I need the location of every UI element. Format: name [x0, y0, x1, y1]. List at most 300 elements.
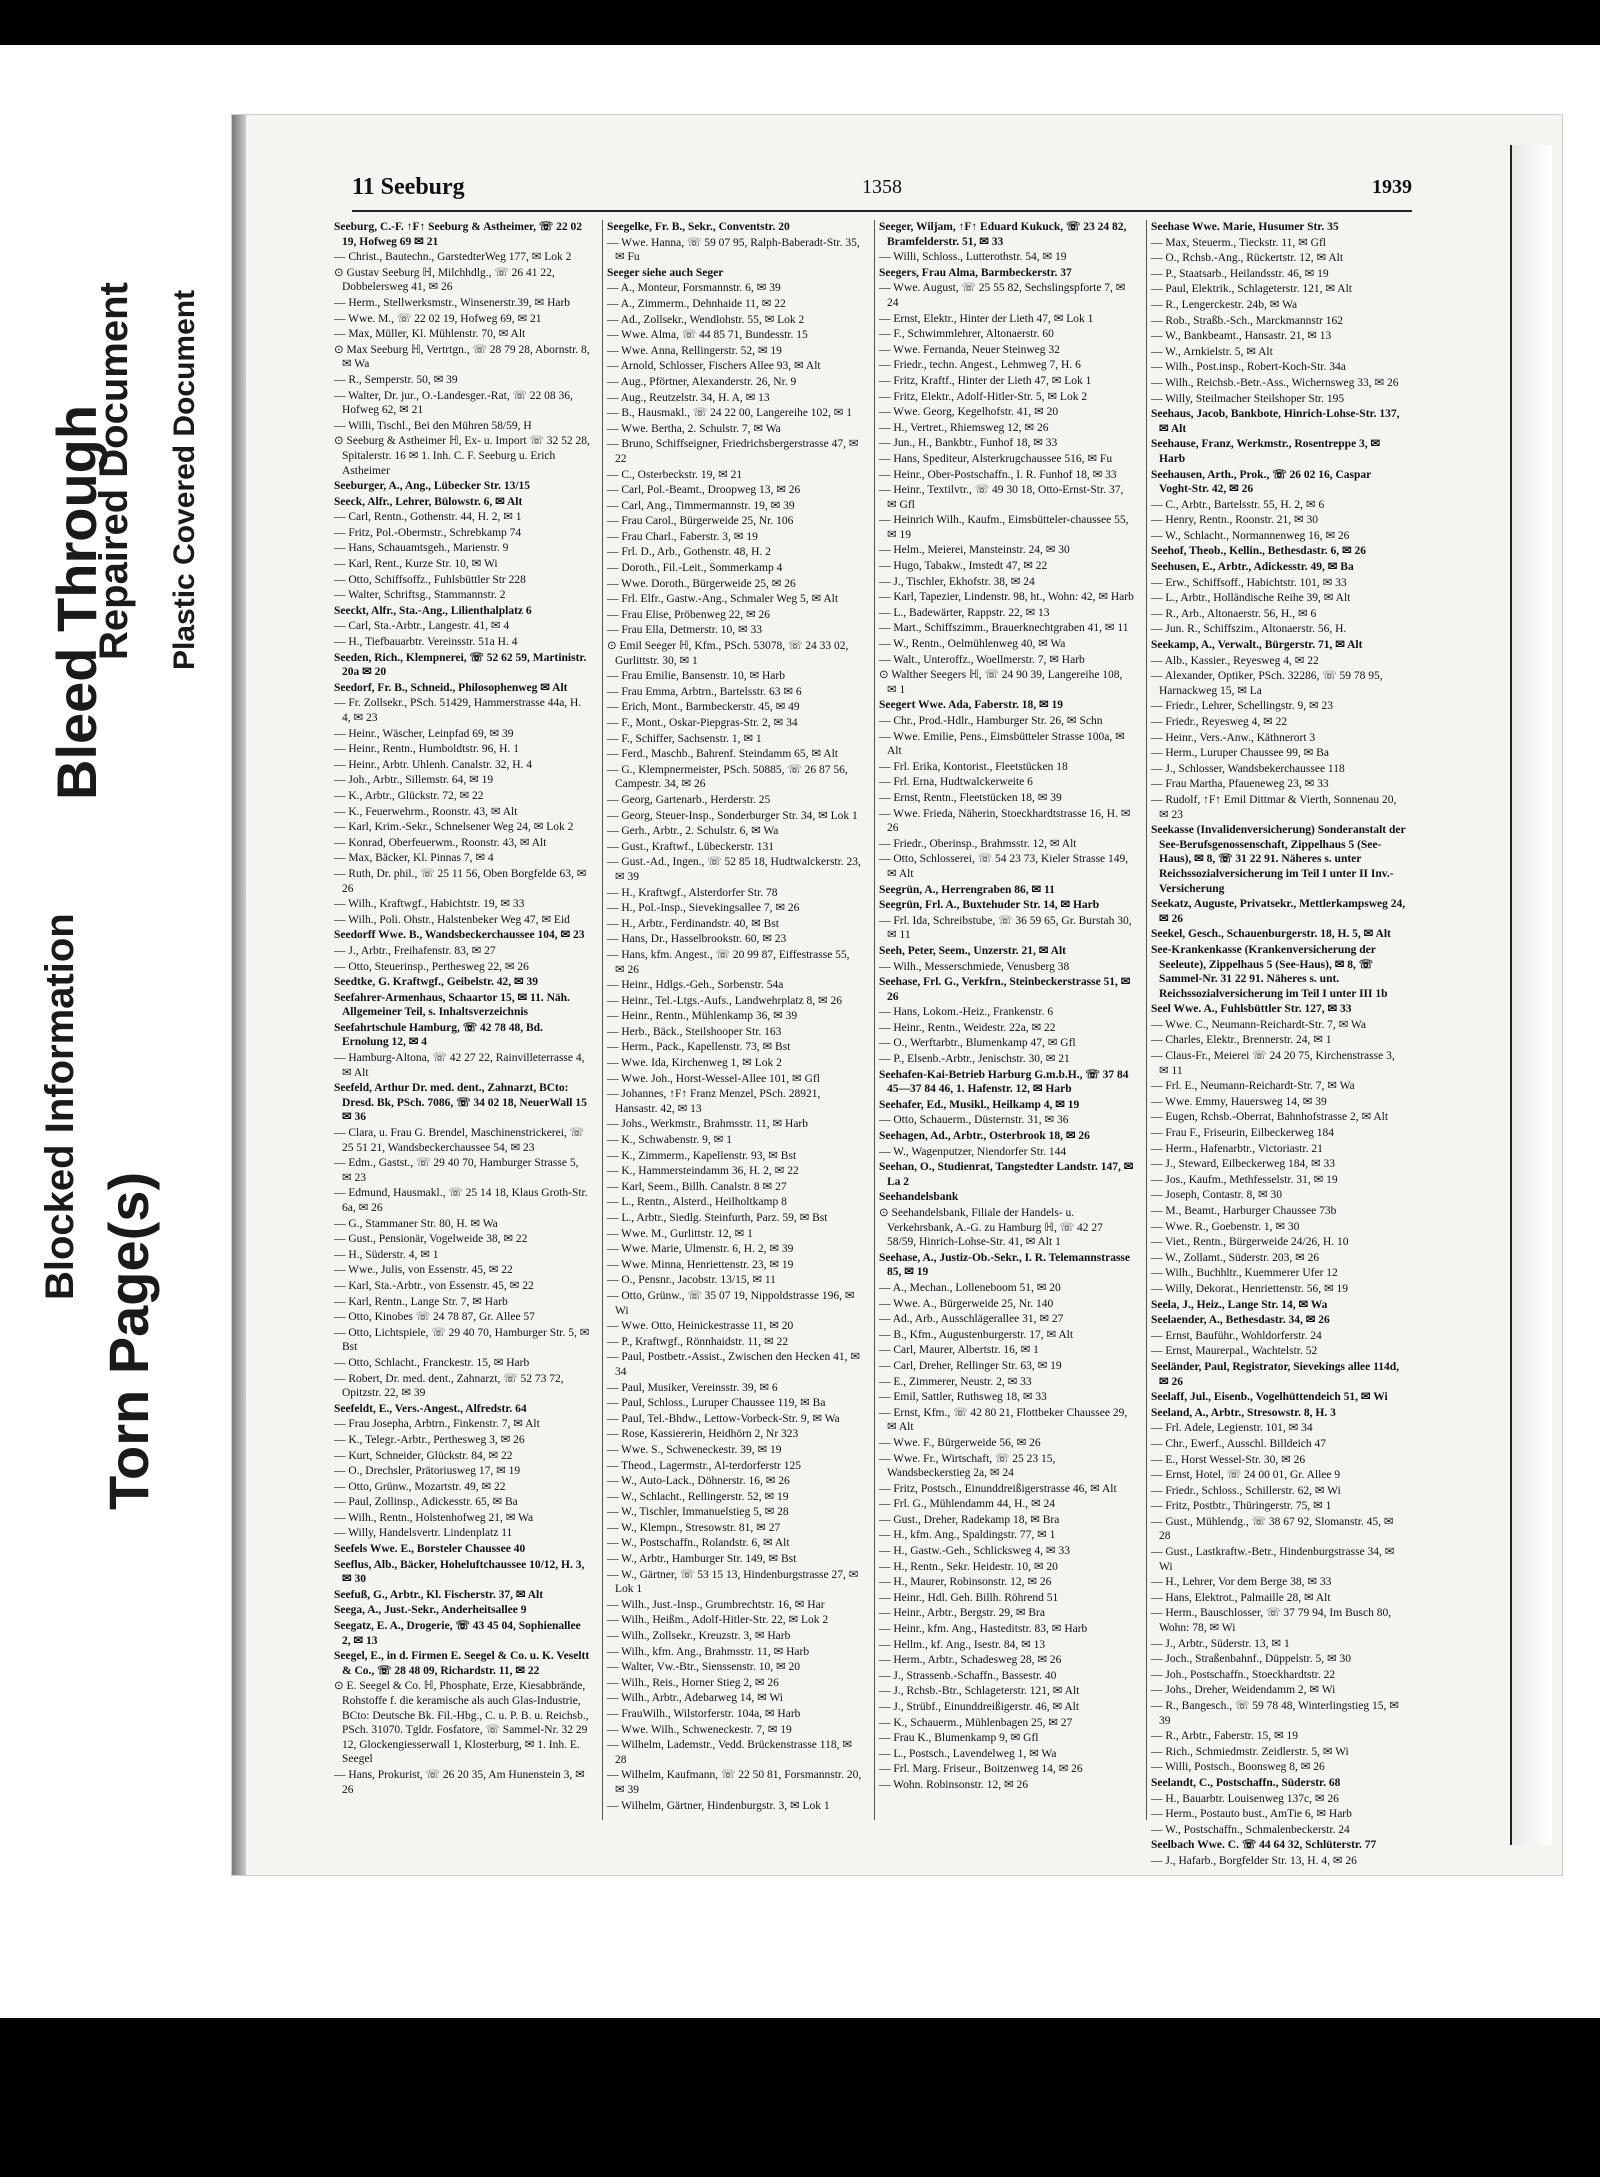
directory-entry: — Wilhelm, Kaufmann, ☏ 22 50 81, Forsmannstr. 20, ✉ 39 [607, 1769, 862, 1796]
directory-entry: — L., Postsch., Lavendelweg 1, ✉ Wa [879, 1747, 1057, 1760]
page-binding-shadow [232, 115, 246, 1875]
directory-entry: — E., Horst Wessel-Str. 30, ✉ 26 [1151, 1453, 1306, 1466]
directory-entry: — Karl, Krim.-Sekr., Schnelsener Weg 24, ✉ Lok 2 [334, 821, 574, 834]
directory-entry: — Hellm., kf. Ang., Isestr. 84, ✉ 13 [879, 1638, 1046, 1651]
directory-entry: — Friedr., Oberinsp., Brahmsstr. 12, ✉ Alt [879, 837, 1077, 850]
directory-entry: — Wwe. Emilie, Pens., Eimsbütteler Strasse 100a, ✉ Alt [879, 730, 1125, 758]
directory-entry: Seekamp, A., Verwalt., Bürgerstr. 71, ✉ Alt [1151, 639, 1363, 652]
directory-entry: — Frl. Erna, Hudtwalckerweite 6 [879, 776, 1033, 789]
directory-entry: — Rose, Kassiererin, Heidhörn 2, Nr 323 [607, 1428, 799, 1441]
directory-entry: — Wilh., Buchhltr., Kuemmerer Ufer 12 [1151, 1267, 1338, 1280]
directory-entry: Seeh, Peter, Seem., Unzerstr. 21, ✉ Alt [879, 944, 1066, 957]
directory-entry: — Paul, Elektrik., Schlageterstr. 121, ✉ Alt [1151, 283, 1352, 296]
directory-entry: — Willy, Handelsvertr. Lindenplatz 11 [334, 1527, 513, 1540]
directory-entry: — Johs., Dreher, Weidendamm 2, ✉ Wi [1151, 1684, 1336, 1697]
directory-entry: — R., Arb., Altonaerstr. 56, H., ✉ 6 [1151, 607, 1317, 620]
directory-entry: — Herm., Luruper Chaussee 99, ✉ Ba [1151, 747, 1329, 760]
directory-entry: — Wilh., Zollsekr., Kreuzstr. 3, ✉ Harb [607, 1630, 791, 1643]
directory-entry: — Frau Elise, Pröbenweg 22, ✉ 26 [607, 608, 770, 621]
directory-entry: Seehafer, Ed., Musikl., Heilkamp 4, ✉ 19 [879, 1098, 1080, 1111]
directory-entry: — Max, Steuerm., Tieckstr. 11, ✉ Gfl [1151, 236, 1326, 249]
directory-entry: — Wwe. Joh., Horst-Wessel-Allee 101, ✉ Gfl [607, 1072, 820, 1085]
directory-entry: — K., Feuerwehrm., Roonstr. 43, ✉ Alt [334, 805, 518, 818]
directory-entry: — Aug., Reutzelstr. 34, H. A, ✉ 13 [607, 391, 770, 404]
label-plastic-covered-document: Plastic Covered Document [168, 289, 201, 670]
directory-entry: — W., Rentn., Oelmühlenweg 40, ✉ Wa [879, 638, 1066, 651]
directory-entry: — Wilh., Just.-Insp., Grumbrechtstr. 16, ✉ Har [607, 1598, 825, 1611]
directory-entry: — Erw., Schiffsoff., Habichtstr. 101, ✉ 33 [1151, 576, 1347, 589]
directory-entry: Seegert Wwe. Ada, Faberstr. 18, ✉ 19 [879, 699, 1064, 712]
directory-entry: — Wilh., Rentn., Holstenhofweg 21, ✉ Wa [334, 1511, 534, 1524]
directory-entry: Seegrün, Frl. A., Buxtehuder Str. 14, ✉ Harb [879, 899, 1100, 912]
directory-entry: — J., Strassenb.-Schaffn., Bassestr. 40 [879, 1669, 1057, 1682]
directory-entry: Seehan, O., Studienrat, Tangstedter Landstr. 147, ✉ La 2 [879, 1161, 1134, 1188]
page-number: 1358 [862, 176, 902, 198]
directory-entry: — Carl, Rentn., Gothenstr. 44, H. 2, ✉ 1 [334, 511, 522, 524]
directory-entry: — A., Mechan., Lolleneboom 51, ✉ 20 [879, 1281, 1061, 1294]
directory-entry: — Otto, Grünw., ☏ 35 07 19, Nippoldstrasse 196, ✉ Wi [607, 1289, 855, 1317]
directory-entry: — Wilh., Poli. Ohstr., Halstenbeker Weg 47, ✉ Eid [334, 913, 570, 926]
scan-border-bottom [0, 2018, 1600, 2177]
column-3 [874, 220, 1134, 1820]
directory-entry: — Emil, Sattler, Ruthsweg 18, ✉ 33 [879, 1391, 1047, 1404]
directory-entry: — Frl. Marg. Friseur., Boitzenweg 14, ✉ 26 [879, 1763, 1083, 1776]
directory-entry: — Wwe. Georg, Kegelhofstr. 41, ✉ 20 [879, 406, 1059, 419]
directory-entry: Seehaus, Jacob, Bankbote, Hinrich-Lohse-Str. 137, ✉ Alt [1151, 408, 1400, 435]
directory-entry: Seel Wwe. A., Fuhlsbüttler Str. 127, ✉ 33 [1151, 1003, 1352, 1016]
directory-entry: — Wwe. Alma, ☏ 44 85 71, Bundesstr. 15 [607, 329, 808, 342]
directory-entry: — Wwe. Ida, Kirchenweg 1, ✉ Lok 2 [607, 1057, 782, 1070]
directory-entry: — Wwe. R., Goebenstr. 1, ✉ 30 [1151, 1220, 1300, 1233]
directory-entry: — Hans, Lokom.-Heiz., Frankenstr. 6 [879, 1006, 1054, 1019]
directory-entry: — Heinr., Hdlgs.-Geh., Sorbenstr. 54a [607, 979, 784, 992]
directory-entry: — Fritz, Postsch., Einunddreißigerstrasse 46, ✉ Alt [879, 1482, 1117, 1495]
directory-entry: — Wwe. August, ☏ 25 55 82, Sechslingspforte 7, ✉ 24 [879, 282, 1126, 309]
directory-entry: Seekel, Gesch., Schauenburgerstr. 18, H. 5, ✉ Alt [1151, 928, 1391, 941]
directory-entry: — Aug., Pförtner, Alexanderstr. 26, Nr. 9 [607, 375, 797, 388]
directory-entry: Seedtke, G. Kraftwgf., Geibelstr. 42, ✉ 39 [334, 976, 539, 989]
directory-entry: — Heinr., Textilvtr., ☏ 49 30 18, Otto-Ernst-Str. 37, ✉ Gfl [879, 484, 1124, 511]
directory-entry: — Wwe. Minna, Henriettenstr. 23, ✉ 19 [607, 1258, 794, 1271]
directory-entry: — Heinr., kfm. Ang., Hasteditstr. 83, ✉ Harb [879, 1623, 1088, 1636]
directory-entry: — Alexander, Optiker, PSch. 32286, ☏ 59 78 95, Harnackweg 15, ✉ La [1151, 670, 1383, 697]
directory-entry: — Rich., Schmiedmstr. Zeidlerstr. 5, ✉ Wi [1151, 1745, 1349, 1758]
directory-entry: Seedorff Wwe. B., Wandsbeckerchaussee 104, ✉ 23 [334, 929, 585, 942]
directory-entry: — Walt., Unteroffz., Woellmerstr. 7, ✉ Harb [879, 653, 1085, 666]
label-bleed-through: Bleed Through [45, 404, 108, 800]
directory-entry: — Herm., Postauto bust., AmTie 6, ✉ Harb [1151, 1808, 1352, 1821]
directory-entry: Seegel, E., in d. Firmen E. Seegel & Co. u. K. Veseltt & Co., ☏ 28 48 09, Richardstr. 11, ✉ 22 [334, 1650, 590, 1677]
directory-entry: — Herm., Pack., Kapellenstr. 73, ✉ Bst [607, 1041, 791, 1054]
directory-entry: — Georg, Gartenarb., Herderstr. 25 [607, 793, 771, 806]
directory-entry: — FrauWilh., Wilstorferstr. 104a, ✉ Harb [607, 1708, 801, 1720]
directory-entry: — Frl. Adele, Legienstr. 101, ✉ 34 [1151, 1422, 1313, 1435]
directory-entry: — Wwe. Doroth., Bürgerweide 25, ✉ 26 [607, 577, 796, 590]
directory-entry: — Alb., Kassier., Reyesweg 4, ✉ 22 [1151, 654, 1319, 667]
directory-entry: Seelandt, C., Postschaffn., Süderstr. 68 [1151, 1776, 1341, 1789]
directory-entry: ⊙ Seeburg & Astheimer ℍ, Ex- u. Import ☏ 32 52 28, Spitalerstr. 16 ✉ 1. Inh. C. F. Seeburg u. Erich Astheimer [334, 435, 590, 477]
directory-entry: — Kurt, Schneider, Glückstr. 84, ✉ 22 [334, 1449, 513, 1462]
directory-entry: — B., Hausmakl., ☏ 24 22 00, Langereihe 102, ✉ 1 [607, 407, 853, 420]
directory-entry: — O., Rchsb.-Ang., Rückertstr. 12, ✉ Alt [1151, 252, 1344, 265]
directory-entry: — F., Schiffer, Sachsenstr. 1, ✉ 1 [607, 732, 762, 745]
directory-entry: — P., Kraftwgf., Rönnhaidstr. 11, ✉ 22 [607, 1335, 789, 1348]
directory-entry: — Otto, Schlacht., Franckestr. 15, ✉ Harb [334, 1356, 530, 1369]
directory-entry: — Carl, Sta.-Arbtr., Langestr. 41, ✉ 4 [334, 620, 510, 633]
directory-entry: — J., Arbtr., Süderstr. 13, ✉ 1 [1151, 1637, 1290, 1650]
directory-entry: — O., Drechsler, Prätoriusweg 17, ✉ 19 [334, 1465, 521, 1478]
directory-entry: — Clara, u. Frau G. Brendel, Maschinenstrickerei, ☏ 25 51 21, Wandsbeckerchaussee 54, ✉ 23 [334, 1127, 585, 1154]
directory-entry: Seefahrtschule Hamburg, ☏ 42 78 48, Bd. Ernolung 12, ✉ 4 [334, 1021, 543, 1049]
directory-entry: — J., Strübf., Einunddreißigerstr. 46, ✉ Alt [879, 1701, 1080, 1713]
directory-entry: — J., Hafarb., Borgfelder Str. 13, H. 4, ✉ 26 [1151, 1854, 1357, 1867]
directory-entry: — K., Arbtr., Glückstr. 72, ✉ 22 [334, 789, 484, 802]
directory-entry: — Max, Müller, Kl. Mühlenstr. 70, ✉ Alt [334, 328, 526, 341]
directory-entry: — Frl. D., Arb., Gothenstr. 48, H. 2 [607, 546, 771, 559]
directory-entry: — Heinr., Arbtr. Uhlenh. Canalstr. 32, H. 4 [334, 758, 533, 771]
directory-entry: — Wilhelm, Lademstr., Vedd. Brückenstrasse 118, ✉ 28 [607, 1739, 852, 1766]
directory-entry: — O., Pensnr., Jacobstr. 13/15, ✉ 11 [607, 1274, 776, 1287]
directory-entry: — Heinrich Wilh., Kaufm., Eimsbütteler-chaussee 55, ✉ 19 [879, 514, 1129, 541]
directory-entry: — K., Schauerm., Mühlenbagen 25, ✉ 27 [879, 1716, 1073, 1729]
directory-entry: — Frau Emilie, Bansenstr. 10, ✉ Harb [607, 670, 785, 683]
directory-entry: — Otto, Schlosserei, ☏ 54 23 73, Kieler Strasse 149, ✉ Alt [879, 853, 1129, 880]
directory-entry: — Otto, Kinobes ☏ 24 78 87, Gr. Allee 57 [334, 1311, 535, 1324]
directory-entry: — Ernst, Bauführ., Wohldorferstr. 24 [1151, 1329, 1322, 1342]
directory-entry: Seehusen, E., Arbtr., Adickesstr. 49, ✉ Ba [1151, 561, 1354, 574]
directory-entry: — Frau Ella, Detmerstr. 10, ✉ 33 [607, 624, 762, 637]
directory-entry: Seehandelsbank [879, 1191, 959, 1204]
directory-entry: Seegers, Frau Alma, Barmbeckerstr. 37 [879, 266, 1072, 279]
directory-entry: — Wwe. Frieda, Näherin, Stoeckhardtstrasse 16, H. ✉ 26 [879, 807, 1131, 835]
directory-entry: Seehase, A., Justiz-Ob.-Sekr., I. R. Telemannstrasse 85, ✉ 19 [879, 1251, 1130, 1279]
directory-entry: — Otto, Steuerinsp., Perthesweg 22, ✉ 26 [334, 960, 529, 973]
directory-entry: — Wwe. M., Gurlittstr. 12, ✉ 1 [607, 1227, 753, 1240]
directory-entry: — Wwe. Fernanda, Neuer Steinweg 32 [879, 343, 1060, 356]
directory-entry: Seefeldt, E., Vers.-Angest., Alfredstr. 64 [334, 1402, 527, 1415]
directory-entry: — K., Hammersteindamm 36, H. 2, ✉ 22 [607, 1165, 799, 1178]
directory-entry: — A., Monteur, Forsmannstr. 6, ✉ 39 [607, 282, 781, 295]
directory-entry: — Arnold, Schlosser, Fischers Allee 93, ✉ Alt [607, 360, 821, 373]
directory-entry: — Wwe. Emmy, Hauersweg 14, ✉ 39 [1151, 1095, 1327, 1108]
directory-entry: — Gust., Dreher, Radekamp 18, ✉ Bra [879, 1513, 1060, 1526]
directory-entry: — Heinr., Vers.-Anw., Käthnerort 3 [1151, 731, 1316, 744]
directory-entry: — G., Klempnermeister, PSch. 50885, ☏ 26 87 56, Campestr. 34, ✉ 26 [607, 763, 848, 791]
directory-entry: — Wilh., Reichsb.-Betr.-Ass., Wichernsweg 33, ✉ 26 [1151, 376, 1399, 389]
directory-entry: — Paul, Zollinsp., Adickesstr. 65, ✉ Ba [334, 1496, 518, 1509]
directory-entry: — Doroth., Fil.-Leit., Sommerkamp 4 [607, 562, 783, 575]
directory-entry: — Georg, Steuer-Insp., Sonderburger Str. 34, ✉ Lok 1 [607, 809, 858, 822]
directory-entry: — K., Schwabenstr. 9, ✉ 1 [607, 1134, 732, 1147]
directory-entry: — Ernst, Hotel, ☏ 24 00 01, Gr. Allee 9 [1151, 1469, 1341, 1482]
directory-entry: — Charles, Elektr., Brennerstr. 24, ✉ 1 [1151, 1034, 1332, 1047]
directory-entry: — Fritz, Postbtr., Thüringerstr. 75, ✉ 1 [1151, 1500, 1332, 1513]
directory-entry: — Hans, Prokurist, ☏ 26 20 35, Am Hunenstein 3, ✉ 26 [334, 1768, 585, 1796]
directory-entry: Seekasse (Invalidenversicherung) Sonderanstalt der See-Berufsgenossenschaft, Zippelhaus 5 (See-Haus), ✉ 8, ☏ 31 22 91. Näheres s. unter Reichssozialversicherung im Teil I unter II Inv.-Versicherung [1151, 824, 1406, 895]
directory-entry: — Paul, Tel.-Bhdw., Lettow-Vorbeck-Str. 9, ✉ Wa [607, 1412, 840, 1425]
directory-entry: — Wwe. Anna, Rellingerstr. 52, ✉ 19 [607, 344, 782, 357]
directory-entry: Seega, A., Just.-Sekr., Anderheitsallee 9 [334, 1604, 527, 1617]
directory-entry: — J., Arbtr., Freihafenstr. 83, ✉ 27 [334, 944, 496, 957]
directory-entry: — Wilh., Kraftwgf., Habichtstr. 19, ✉ 33 [334, 898, 525, 911]
directory-entry: Seeger siehe auch Seger [607, 266, 724, 279]
directory-entry: Seehagen, Ad., Arbtr., Osterbrook 18, ✉ 26 [879, 1130, 1090, 1143]
directory-entry: — Paul, Schloss., Luruper Chaussee 119, ✉ Ba [607, 1397, 826, 1410]
directory-entry: — Frau K., Blumenkamp 9, ✉ Gfl [879, 1732, 1039, 1745]
directory-entry: — Joh., Postschaffn., Stoeckhardtstr. 22 [1151, 1668, 1336, 1681]
directory-entry: — Fr. Zollsekr., PSch. 51429, Hammerstrasse 44a, H. 4, ✉ 23 [334, 697, 582, 724]
directory-entry: — Heinr., Tel.-Ltgs.-Aufs., Landwehrplatz 8, ✉ 26 [607, 994, 843, 1007]
directory-entry: — Theod., Lagermstr., Al-terdorferstr 125 [607, 1459, 801, 1472]
directory-entry: Seegelke, Fr. B., Sekr., Conventstr. 20 [607, 221, 790, 233]
directory-entry: — C., Osterbeckstr. 19, ✉ 21 [607, 468, 743, 481]
column-4 [1146, 220, 1406, 1867]
directory-entry: — Rudolf, ↑F↑ Emil Dittmar & Vierth, Sonnenau 20, ✉ 23 [1151, 793, 1397, 821]
directory-entry: — Walter, Dr. jur., O.-Landesger.-Rat, ☏ 22 08 36, Hofweg 62, ✉ 21 [334, 389, 573, 417]
directory-entry: — Fritz, Elektr., Adolf-Hitler-Str. 5, ✉ Lok 2 [879, 390, 1088, 403]
facing-page-edge [1510, 145, 1552, 1845]
directory-entry: Seehof, Theob., Kellin., Bethesdastr. 6, ✉ 26 [1151, 545, 1367, 558]
column-1 [330, 220, 590, 1820]
directory-entry: — W., Zollamt., Süderstr. 203, ✉ 26 [1151, 1251, 1320, 1264]
directory-entry: — Gust., Kraftwf., Lübeckerstr. 131 [607, 840, 775, 853]
directory-entry: — Gust., Pensionär, Vogelweide 38, ✉ 22 [334, 1233, 528, 1246]
directory-entry: — F., Schwimmlehrer, Altonaerstr. 60 [879, 328, 1054, 341]
directory-entry: — Karl, Rentn., Lange Str. 7, ✉ Harb [334, 1295, 508, 1308]
directory-entry: — H., Süderstr. 4, ✉ 1 [334, 1248, 439, 1261]
directory-entry: — W., Wagenputzer, Niendorfer Str. 144 [879, 1145, 1067, 1158]
directory-entry: — H., Kraftwgf., Alsterdorfer Str. 78 [607, 886, 778, 899]
directory-entry: — Carl, Dreher, Rellinger Str. 63, ✉ 19 [879, 1359, 1062, 1372]
directory-entry: — Joseph, Contastr. 8, ✉ 30 [1151, 1189, 1283, 1202]
directory-entry: — Heinr., Rentn., Humboldtstr. 96, H. 1 [334, 743, 519, 756]
directory-entry: — R., Semperstr. 50, ✉ 39 [334, 373, 458, 386]
directory-entry: — Willi, Postsch., Boonsweg 8, ✉ 26 [1151, 1761, 1325, 1774]
directory-entry: — Frl. Erika, Kontorist., Fleetstücken 18 [879, 760, 1068, 773]
directory-entry: Seefels Wwe. E., Borsteler Chaussee 40 [334, 1543, 526, 1556]
directory-entry: Seefuß, G., Arbtr., Kl. Fischerstr. 37, ✉ Alt [334, 1588, 544, 1601]
directory-entry: — Rob., Straßb.-Sch., Marckmannstr 162 [1151, 314, 1343, 327]
directory-entry: ⊙ Gustav Seeburg ℍ, Milchhdlg., ☏ 26 41 22, Dobbelersweg 41, ✉ 26 [334, 266, 555, 294]
directory-entry: — E., Zimmerer, Neustr. 2, ✉ 33 [879, 1375, 1032, 1388]
directory-entry: — L., Badewärter, Rappstr. 22, ✉ 13 [879, 606, 1050, 619]
directory-entry: — Heinr., Wäscher, Leinpfad 69, ✉ 39 [334, 727, 514, 740]
directory-entry: — Wilh., Messerschmiede, Venusberg 38 [879, 960, 1070, 973]
directory-entry: — Hans, Schauamtsgeh., Marienstr. 9 [334, 542, 509, 555]
directory-entry: — Chr., Prod.-Hdlr., Hamburger Str. 26, ✉ Schn [879, 715, 1103, 727]
label-repaired-document: Repaired Document [92, 282, 136, 660]
directory-entry: — Friedr., Schloss., Schillerstr. 62, ✉ Wi [1151, 1484, 1341, 1497]
directory-entry: — Karl, Seem., Billh. Canalstr. 8 ✉ 27 [607, 1180, 787, 1193]
directory-entry: — W., Tischler, Immanuelstieg 5, ✉ 28 [607, 1506, 789, 1519]
directory-entry: — Frau Emma, Arbtrn., Bartelsstr. 63 ✉ 6 [607, 685, 802, 698]
directory-entry: Seela, J., Heiz., Lange Str. 14, ✉ Wa [1151, 1298, 1328, 1311]
directory-entry: — Hugo, Tabakw., Imstedt 47, ✉ 22 [879, 560, 1048, 573]
directory-entry: Seeland, A., Arbtr., Stresowstr. 8, H. 3 [1151, 1406, 1336, 1419]
directory-entry: — Robert, Dr. med. dent., Zahnarzt, ☏ 52 73 72, Opitzstr. 22, ✉ 39 [334, 1372, 564, 1400]
directory-entry: — G., Stammaner Str. 80, H. ✉ Wa [334, 1217, 498, 1230]
directory-entry: — Ernst, Kfm., ☏ 42 80 21, Flottbeker Chaussee 29, ✉ Alt [879, 1406, 1128, 1434]
directory-entry: Seehausen, Arth., Prok., ☏ 26 02 16, Caspar Voght-Str. 42, ✉ 26 [1151, 468, 1372, 496]
directory-entry: — Wwe. Otto, Heinickestrasse 11, ✉ 20 [607, 1320, 794, 1333]
directory-entry: Seeflus, Alb., Bäcker, Hoheluftchaussee 10/12, H. 3, ✉ 30 [334, 1558, 585, 1586]
directory-entry: — A., Zimmerm., Dehnhaide 11, ✉ 22 [607, 297, 786, 310]
directory-entry: — B., Kfm., Augustenburgerstr. 17, ✉ Alt [879, 1328, 1074, 1341]
directory-entry: ⊙ Seehandelsbank, Filiale der Handels- u. Verkehrsbank, A.-G. zu Hamburg ℍ, ☏ 42 27 58/59, Hinrich-Lohse-Str. 41, ✉ Alt 1 [879, 1207, 1103, 1249]
directory-entry: — Friedr., techn. Angest., Lehmweg 7, H. 6 [879, 359, 1081, 372]
directory-entry: — K., Zimmerm., Kapellenstr. 93, ✉ Bst [607, 1149, 797, 1162]
directory-entry: — Eugen, Rchsb.-Oberrat, Bahnhofstrasse 2, ✉ Alt [1151, 1111, 1389, 1124]
directory-entry: — Frau F., Friseurin, Eilbeckerweg 184 [1151, 1127, 1335, 1140]
running-head: 11 Seeburg [352, 174, 465, 200]
directory-entry: — J., Schlosser, Wandsbekerchaussee 118 [1151, 762, 1345, 775]
directory-entry: — Johs., Werkmstr., Brahmsstr. 11, ✉ Harb [607, 1118, 809, 1131]
directory-entry: — Erich, Mont., Barmbeckerstr. 45, ✉ 49 [607, 701, 800, 714]
directory-entry: — W., Arbtr., Hamburger Str. 149, ✉ Bst [607, 1553, 797, 1566]
directory-entry: — K., Telegr.-Arbtr., Perthesweg 3, ✉ 26 [334, 1433, 525, 1446]
directory-entry: — Frau Charl., Faberstr. 3, ✉ 19 [607, 530, 758, 543]
directory-entry: — Paul, Musiker, Vereinsstr. 39, ✉ 6 [607, 1381, 778, 1394]
directory-entry: — Wilhelm, Gärtner, Hindenburgstr. 3, ✉ Lok 1 [607, 1799, 830, 1812]
directory-entry: — Jos., Kaufm., Methfesselstr. 31, ✉ 19 [1151, 1173, 1338, 1186]
condition-labels [0, 190, 230, 1690]
directory-entry: — Helm., Meierei, Mansteinstr. 24, ✉ 30 [879, 544, 1070, 557]
directory-entry: — Wwe. Fr., Wirtschaft, ☏ 25 23 15, Wandsbeckerstieg 2a, ✉ 24 [879, 1452, 1056, 1480]
directory-entry: — Christ., Bautechn., GarstedterWeg 177, ✉ Lok 2 [334, 251, 572, 264]
directory-entry: — J., Tischler, Ekhofstr. 38, ✉ 24 [879, 575, 1035, 588]
directory-entry: — W., Schlacht., Rellingerstr. 52, ✉ 19 [607, 1490, 789, 1503]
directory-entry: ⊙ Max Seeburg ℍ, Vertrtgn., ☏ 28 79 28, Abornstr. 8, ✉ Wa [334, 343, 590, 371]
directory-entry: Seegatz, E. A., Drogerie, ☏ 43 45 04, Sophienallee 2, ✉ 13 [334, 1620, 581, 1647]
directory-entry: — Max, Bäcker, Kl. Pinnas 7, ✉ 4 [334, 852, 494, 865]
directory-entry: — Paul, Postbetr.-Assist., Zwischen den Hecken 41, ✉ 34 [607, 1351, 861, 1378]
directory-entry: ⊙ E. Seegel & Co. ℍ, Phosphate, Erze, Kiesabbrände, Rohstoffe f. die keramische als auch Glas-Industrie, BCto: Deutsche Bk. Fil.-Hbg., C. u. P. B. u. Reichsb., PSch. 31070. Tgldr. Fosfatore, ☏ Sammel-Nr. 32 29 12, Glockengiesserwall 1, Klosterburg, ✉ 1. Inh. E. Seegel [334, 1680, 589, 1766]
directory-entry: Seeden, Rich., Klempnerei, ☏ 52 62 59, Martinistr. 20a ✉ 20 [334, 651, 587, 679]
directory-entry: — Heinr., Arbtr., Bergstr. 29, ✉ Bra [879, 1607, 1045, 1620]
directory-entry: — Karl, Tapezier, Lindenstr. 98, ht., Wohn: 42, ✉ Harb [879, 591, 1134, 604]
directory-entry: — R., Bangesch., ☏ 59 78 48, Winterlingstieg 15, ✉ 39 [1151, 1700, 1399, 1727]
directory-entry: Seeburger, A., Ang., Lübecker Str. 13/15 [334, 480, 531, 493]
directory-entry: — W., Schlacht., Normannenweg 16, ✉ 26 [1151, 529, 1350, 542]
directory-entry: Seekatz, Auguste, Privatsekr., Mettlerkampsweg 24, ✉ 26 [1151, 898, 1406, 925]
directory-entry: Seehase, Frl. G., Verkfrn., Steinbeckerstrasse 51, ✉ 26 [879, 976, 1131, 1003]
directory-entry: — Wilh., Heißm., Adolf-Hitler-Str. 22, ✉ Lok 2 [607, 1614, 829, 1627]
directory-entry: — Heinr., Rentn., Mühlenkamp 36, ✉ 39 [607, 1010, 798, 1023]
directory-entry: — Ferd., Maschb., Bahrenf. Steindamm 65, ✉ Alt [607, 748, 838, 761]
directory-entry: — H., Arbtr., Ferdinandstr. 40, ✉ Bst [607, 917, 779, 930]
directory-entry: — J., Rchsb.-Btr., Schlageterstr. 121, ✉ Alt [879, 1685, 1080, 1698]
scan-border-top [0, 0, 1600, 45]
directory-entry: — Walter, Vw.-Btr., Sienssenstr. 10, ✉ 20 [607, 1661, 800, 1674]
directory-entry: Seelaff, Jul., Eisenb., Vogelhüttendeich 51, ✉ Wi [1151, 1391, 1388, 1404]
directory-entry: — Willy, Steilmacher Steilshoper Str. 195 [1151, 392, 1345, 405]
directory-entry: — C., Arbtr., Bartelsstr. 55, H. 2, ✉ 6 [1151, 498, 1325, 511]
label-torn-pages: Torn Page(s) [97, 1171, 160, 1510]
directory-entry: — W., Postschaffn., Rolandstr. 6, ✉ Alt [607, 1537, 790, 1550]
directory-entry: — Gerh., Arbtr., 2. Schulstr. 6, ✉ Wa [607, 825, 779, 838]
directory-entry: — Joh., Arbtr., Sillemstr. 64, ✉ 19 [334, 774, 494, 787]
directory-entry: — Hans, Dr., Hasselbrookstr. 60, ✉ 23 [607, 933, 787, 946]
directory-entry: — Gust., Lastkraftw.-Betr., Hindenburgstrasse 34, ✉ Wi [1151, 1546, 1395, 1573]
directory-entry: — H., Lehrer, Vor dem Berge 38, ✉ 33 [1151, 1576, 1332, 1589]
directory-entry: — J., Steward, Eilbeckerweg 184, ✉ 33 [1151, 1158, 1336, 1171]
directory-entry: — Wwe. Hanna, ☏ 59 07 95, Ralph-Baberadt-Str. 35, ✉ Fu [607, 236, 860, 264]
directory-entry: — Herm., Bauschlosser, ☏ 37 79 94, Im Busch 80, Wohn: 78, ✉ Wi [1151, 1607, 1392, 1635]
column-2 [602, 220, 862, 1820]
directory-entry: — Wwe. F., Bürgerweide 56, ✉ 26 [879, 1436, 1041, 1449]
directory-entry: — Herm., Stellwerksmstr., Winsenerstr.39, ✉ Harb [334, 296, 571, 309]
directory-entry: Seefahrer-Armenhaus, Schaartor 15, ✉ 11. Näh. Allgemeiner Teil, s. Inhaltsverzeichnis [334, 991, 570, 1019]
directory-entry: — Ernst, Elektr., Hinter der Lieth 47, ✉ Lok 1 [879, 312, 1094, 325]
directory-entry: — Wwe. S., Schweneckestr. 39, ✉ 19 [607, 1443, 782, 1456]
directory-entry: ⊙ Emil Seeger ℍ, Kfm., PSch. 53078, ☏ 24 33 02, Gurlittstr. 30, ✉ 1 [607, 640, 849, 667]
directory-entry: — Heinr., Ober-Postschaffn., I. R. Funhof 18, ✉ 33 [879, 468, 1117, 481]
directory-entry: — Bruno, Schiffseigner, Friedrichsbergerstrasse 47, ✉ 22 [607, 438, 859, 465]
directory-entry: ⊙ Walther Seegers ℍ, ☏ 24 90 39, Langereihe 108, ✉ 1 [879, 669, 1123, 696]
directory-entry: Seeländer, Paul, Registrator, Sievekings allee 114d, ✉ 26 [1151, 1360, 1399, 1388]
directory-entry: — Willy, Dekorat., Henriettenstr. 56, ✉ 19 [1151, 1282, 1348, 1295]
directory-entry: — W., Bankbeamt., Hansastr. 21, ✉ 13 [1151, 330, 1332, 343]
directory-entry: — Heinr., Rentn., Weidestr. 22a, ✉ 22 [879, 1021, 1056, 1034]
directory-entry: — W., Arnkielstr. 5, ✉ Alt [1151, 345, 1273, 358]
directory-entry: — Carl, Maurer, Albertstr. 16, ✉ 1 [879, 1344, 1039, 1357]
directory-entry: — Otto, Schiffsoffz., Fuhlsbüttler Str 228 [334, 573, 526, 586]
directory-entry: — Ad., Zollsekr., Wendlohstr. 55, ✉ Lok 2 [607, 313, 805, 326]
directory-entry: — Walter, Schriftsg., Stammannstr. 2 [334, 589, 506, 602]
directory-entry: — Friedr., Reyesweg 4, ✉ 22 [1151, 716, 1288, 728]
directory-entry: — Herm., Hafenarbtr., Victoriastr. 21 [1151, 1142, 1323, 1155]
directory-entry: — Frl. E., Neumann-Reichardt-Str. 7, ✉ Wa [1151, 1080, 1355, 1093]
directory-entry: — Gust., Mühlendg., ☏ 38 67 92, Slomanstr. 45, ✉ 28 [1151, 1515, 1394, 1543]
directory-entry: — Ruth, Dr. phil., ☏ 25 11 56, Oben Borgfelde 63, ✉ 26 [334, 867, 587, 895]
directory-entry: — Karl, Rent., Kurze Str. 10, ✉ Wi [334, 558, 498, 571]
directory-entry: — Fritz, Pol.-Obermstr., Schrebkamp 74 [334, 526, 522, 539]
directory-entry: — Edmund, Hausmakl., ☏ 25 14 18, Klaus Groth-Str. 6a, ✉ 26 [334, 1187, 588, 1214]
directory-entry: — Carl, Pol.-Beamt., Droopweg 13, ✉ 26 [607, 484, 801, 497]
directory-entry: — Wohn. Robinsonstr. 12, ✉ 26 [879, 1778, 1029, 1791]
directory-entry: — Frl. Ida, Schreibstube, ☏ 36 59 65, Gr. Burstah 30, ✉ 11 [879, 914, 1132, 942]
directory-entry: — W., Postschaffn., Schmalenbeckerstr. 24 [1151, 1823, 1350, 1836]
directory-entry: — Claus-Fr., Meierei ☏ 24 20 75, Kirchenstrasse 3, ✉ 11 [1151, 1050, 1395, 1077]
directory-entry: — H., Bauarbtr. Louisenweg 137c, ✉ 26 [1151, 1792, 1339, 1805]
directory-entry: — Joch., Straßenbahnf., Düppelstr. 5, ✉ 30 [1151, 1653, 1351, 1666]
directory-entry: — Jun. R., Schiffszim., Altonaerstr. 56, H. [1151, 623, 1347, 636]
directory-entry: — H., Tiefbauarbtr. Vereinsstr. 51a H. 4 [334, 636, 518, 649]
directory-entry: — Wwe. Bertha, 2. Schulstr. 7, ✉ Wa [607, 422, 781, 435]
directory-entry: Seeger, Wiljam, ↑F↑ Eduard Kukuck, ☏ 23 24 82, Bramfelderstr. 51, ✉ 33 [879, 221, 1127, 248]
directory-entry: — M., Beamt., Harburger Chaussee 73b [1151, 1205, 1337, 1217]
directory-entry: — Herb., Bäck., Steilshooper Str. 163 [607, 1025, 782, 1038]
directory-entry: — W., Klempn., Stresowstr. 81, ✉ 27 [607, 1521, 781, 1534]
directory-entry: — Hans, kfm. Angest., ☏ 20 99 87, Eiffestrasse 55, ✉ 26 [607, 948, 850, 976]
directory-entry: — Wwe. Wilh., Schweneckestr. 7, ✉ 19 [607, 1723, 792, 1736]
directory-entry: Seehafen-Kai-Betrieb Harburg G.m.b.H., ☏ 37 84 45—37 84 46, 1. Hafenstr. 12, ✉ Harb [879, 1068, 1129, 1096]
directory-entry: — Chr., Ewerf., Ausschl. Billdeich 47 [1151, 1437, 1327, 1450]
directory-entry: — Wwe. C., Neumann-Reichardt-Str. 7, ✉ Wa [1151, 1018, 1366, 1031]
directory-entry: — Willi, Tischl., Bei den Mühren 58/59, H [334, 419, 532, 432]
directory-entry: — Herm., Arbtr., Schadesweg 28, ✉ 26 [879, 1654, 1062, 1667]
directory-entry: Seeck, Alfr., Lehrer, Bülowstr. 6, ✉ Alt [334, 495, 523, 508]
directory-entry: — Willi, Schloss., Lutterothstr. 54, ✉ 19 [879, 251, 1067, 264]
directory-entry: Seedorf, Fr. B., Schneid., Philosophenweg ✉ Alt [334, 681, 568, 694]
directory-entry: — Ad., Arb., Ausschlägerallee 31, ✉ 27 [879, 1313, 1064, 1326]
directory-entry: — Frl. G., Mühlendamm 44, H., ✉ 24 [879, 1498, 1056, 1511]
directory-entry: — H., kfm. Ang., Spaldingstr. 77, ✉ 1 [879, 1529, 1056, 1542]
directory-entry: — Frl. Elfr., Gastw.-Ang., Schmaler Weg 5, ✉ Alt [607, 593, 839, 606]
directory-entry: — R., Arbtr., Faberstr. 15, ✉ 19 [1151, 1730, 1298, 1743]
directory-entry: — Mart., Schiffszimm., Brauerknechtgraben 41, ✉ 11 [879, 622, 1129, 635]
directory-entry: — Frau Martha, Pfaueneweg 23, ✉ 33 [1151, 778, 1329, 791]
